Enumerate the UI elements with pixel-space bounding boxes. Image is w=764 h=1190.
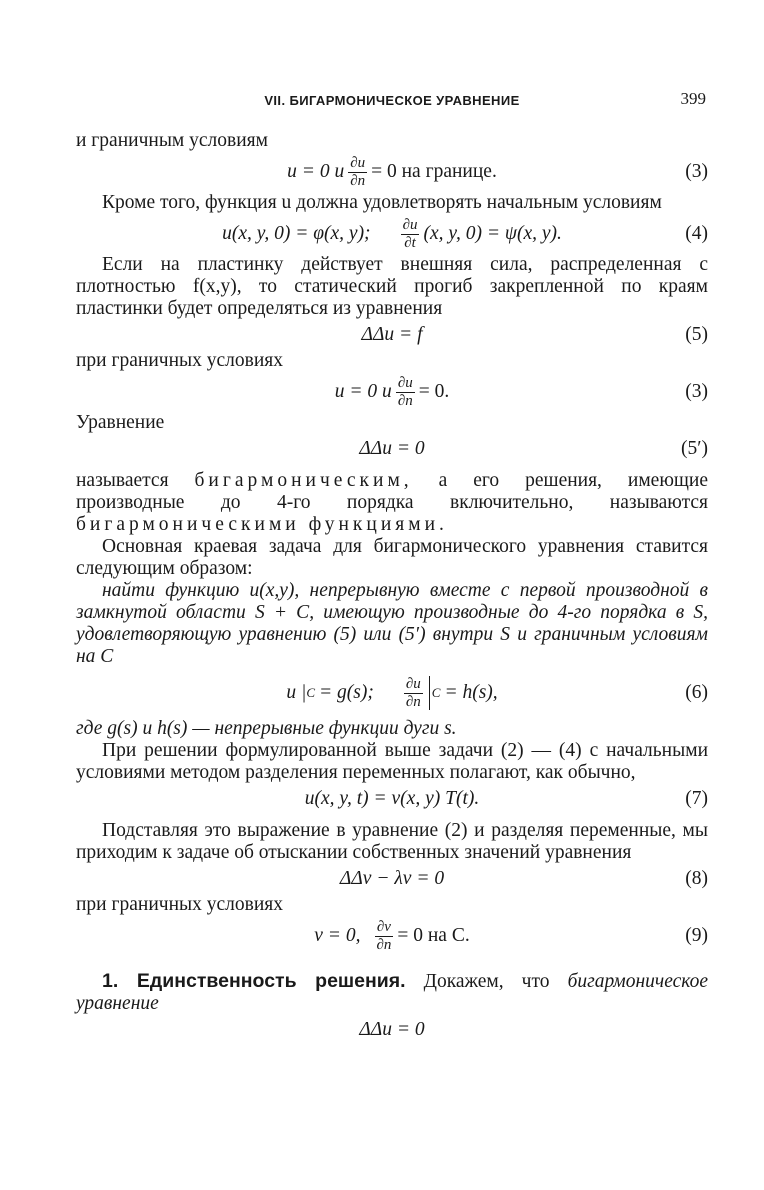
text: называется [76, 470, 169, 491]
equation-right: (x, y, 0) = ψ(x, y). [423, 223, 562, 244]
fraction-numerator: ∂u [402, 216, 418, 233]
text: а его решения, имеющие производные до 4-го порядка включительно, называются [76, 470, 709, 513]
equation-label: (7) [685, 788, 708, 809]
equation-right: = 0 на C. [397, 925, 470, 946]
text-italic: бигармоническое уравнение [76, 971, 709, 1014]
equation-9 [76, 916, 708, 956]
paragraph: При решении формулированной выше задачи (2) — (4) с начальными условиями методом разделения переменных полагают, как обычно, [76, 740, 708, 783]
equation-label: (5) [685, 324, 708, 345]
equation-label: (6) [685, 682, 708, 703]
paragraph-problem-statement: найти функцию u(x,y), непрерывную вместе с первой производной в замкнутой области S + C, имеющую производные до 4-го порядка в S, удовлетворяющую уравнению (5) или (5′) внутри S и граничным условиям на C [76, 580, 708, 667]
page-number: 399 [680, 89, 706, 108]
fraction [401, 218, 420, 251]
equation-8 [76, 864, 708, 894]
paragraph: Уравнение [76, 412, 165, 433]
equation-label: (9) [685, 925, 708, 946]
text: Докажем, что [423, 971, 550, 992]
fraction [374, 920, 393, 953]
equation-label: (4) [685, 223, 708, 244]
paragraph-definition [76, 470, 708, 536]
running-head [76, 88, 708, 110]
equation-expression: ΔΔv − λv = 0 [339, 868, 445, 889]
equation-4 [76, 214, 708, 254]
equation-expression: ΔΔu = 0 [359, 1019, 425, 1040]
fraction [348, 156, 367, 189]
equation-expression: ΔΔu = 0 [359, 438, 425, 459]
equation-3a [76, 152, 708, 192]
equation-right: = 0 на границе. [371, 161, 497, 182]
paragraph: Кроме того, функция u должна удовлетворять начальным условиям [102, 192, 662, 213]
equation-middle: = g(s); [318, 682, 374, 703]
subscript: C [306, 685, 315, 700]
equation-expression: ΔΔu = f [361, 324, 423, 345]
equation-left: v = 0, [314, 925, 361, 946]
equation-label: (5′) [680, 438, 708, 459]
paragraph: и граничным условиям [76, 130, 268, 151]
paragraph: Подставляя это выражение в уравнение (2) и разделяя переменные, мы приходим к задаче об отыскании собственных значений уравнения [76, 820, 708, 863]
fraction-numerator: ∂u [405, 675, 421, 692]
fraction-denominator: ∂n [397, 392, 413, 409]
equation-3b [76, 372, 708, 412]
fraction-denominator: ∂t [404, 234, 416, 251]
term-biharmonic-functions: бигармоническими функциями. [76, 514, 448, 535]
paragraph: при граничных условиях [76, 350, 283, 371]
chapter-title: VII. БИГАРМОНИЧЕСКОЕ УРАВНЕНИЕ [264, 93, 520, 108]
equation-left: u | [286, 682, 307, 703]
fraction-denominator: ∂n [350, 172, 366, 189]
equation-label: (3) [685, 161, 708, 182]
fraction-denominator: ∂n [405, 693, 421, 710]
equation-10 [76, 1015, 708, 1045]
equation-right: = 0. [418, 381, 450, 402]
term-biharmonic: бигармоническим, [194, 470, 413, 491]
equation-left: u = 0 и [334, 381, 392, 402]
equation-label: (8) [685, 868, 708, 889]
equation-5-prime [76, 434, 708, 464]
fraction-numerator: ∂u [350, 154, 366, 171]
paragraph: при граничных условиях [76, 894, 283, 915]
equation-left: u = 0 и [287, 161, 345, 182]
fraction-numerator: ∂v [376, 918, 391, 935]
equation-label: (3) [685, 381, 708, 402]
equation-right: = h(s), [444, 682, 498, 703]
paragraph: Основная краевая задача для бигармонического уравнения ставится следующим образом: [76, 536, 708, 579]
section-heading: 1. Единственность решения. [102, 970, 406, 992]
equation-expression: u(x, y, t) = v(x, y) T(t). [304, 788, 480, 809]
subscript: C [431, 685, 441, 700]
fraction-denominator: ∂n [376, 936, 392, 953]
paragraph: Если на пластинку действует внешняя сила, распределенная с плотностью f(x,y), то статический прогиб закрепленной по краям пластинки будет определяться из уравнения [76, 254, 708, 319]
equation-7 [76, 784, 708, 814]
fraction [396, 376, 415, 409]
equation-5 [76, 320, 708, 350]
paragraph: где g(s) и h(s) — непрерывные функции дуги s. [76, 718, 457, 739]
evaluation-bar [429, 676, 430, 710]
equation-6 [76, 668, 708, 718]
paragraph-section-heading [76, 970, 708, 1015]
fraction [404, 677, 423, 710]
equation-left: u(x, y, 0) = φ(x, y); [222, 223, 371, 244]
fraction-numerator: ∂u [397, 374, 413, 391]
page-body [76, 130, 708, 1045]
